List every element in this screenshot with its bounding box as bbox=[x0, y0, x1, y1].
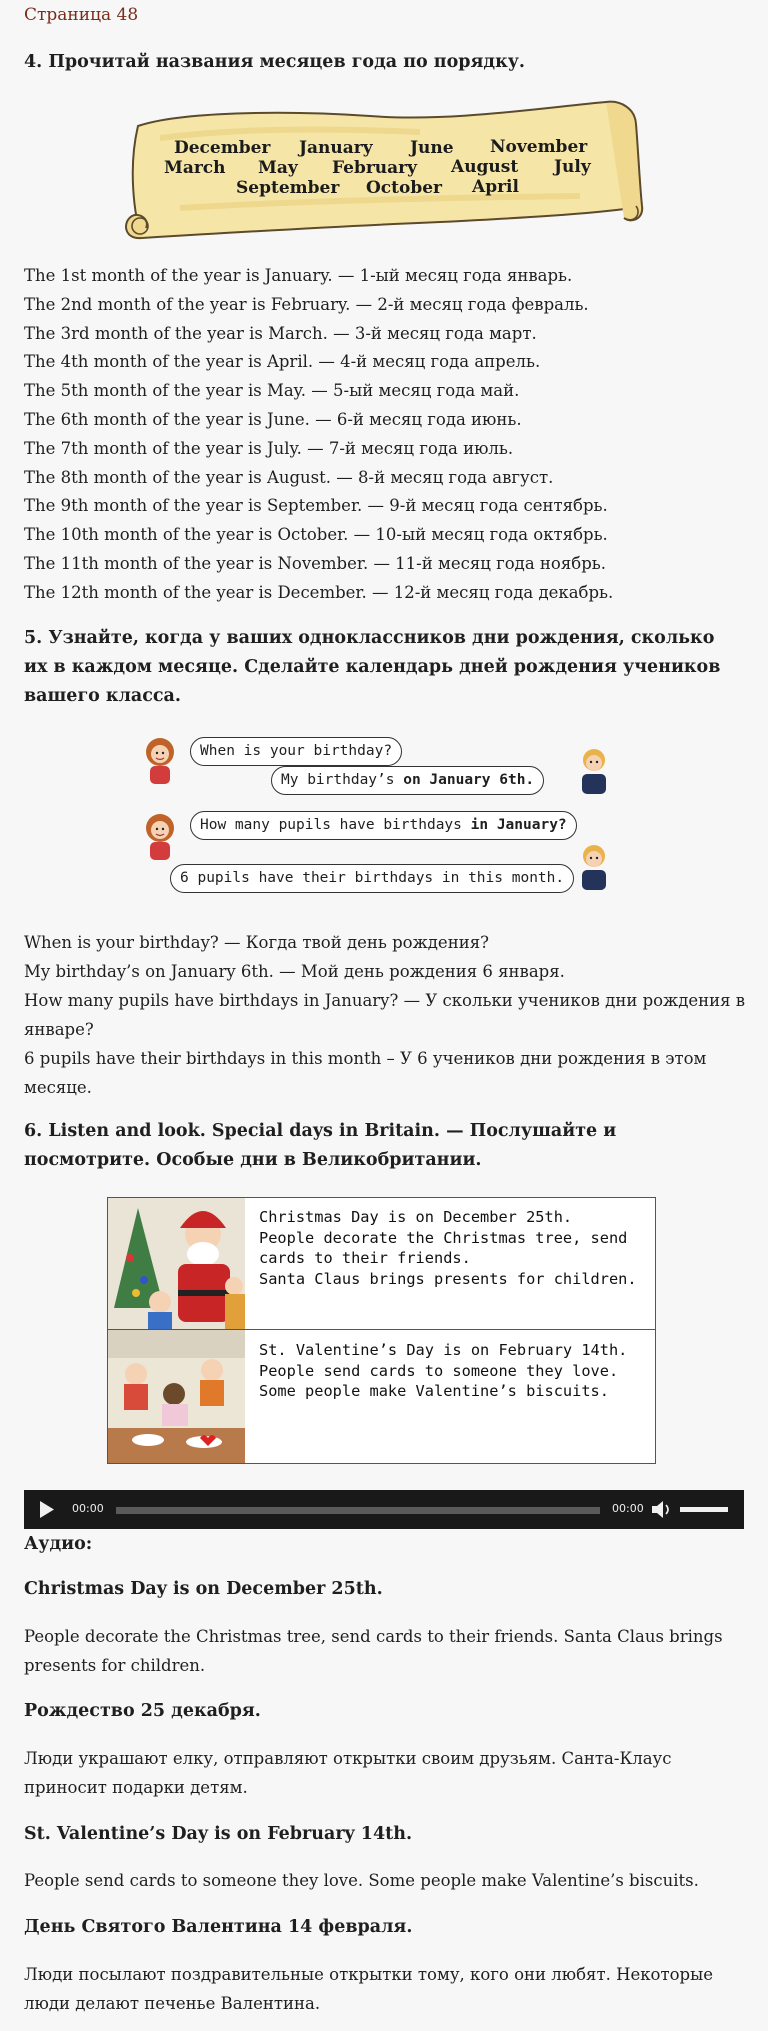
bubble-q2-bold: in January? bbox=[470, 817, 567, 833]
scroll-word: August bbox=[451, 157, 519, 177]
valentine-text: St. Valentine’s Day is on February 14th. People send cards to someone they love. Some people make Valentine’s biscuits. bbox=[259, 1341, 628, 1400]
bubble-a2: 6 pupils have their birthdays in this month. bbox=[170, 864, 574, 893]
duration: 00:00 bbox=[612, 1502, 644, 1515]
bubble-a1-text: My birthday’s bbox=[281, 772, 404, 788]
progress-slider[interactable] bbox=[116, 1507, 600, 1514]
play-icon[interactable] bbox=[40, 1501, 54, 1518]
translation-line: How many pupils have birthdays in January? — У скольки учеников дни рождения в январе? bbox=[24, 991, 746, 1039]
girl-icon bbox=[140, 810, 180, 862]
month-line: The 6th month of the year is June. — 6-й месяц года июнь. bbox=[24, 409, 522, 429]
christmas-picture bbox=[108, 1198, 245, 1329]
translation-line: 6 pupils have their birthdays in this month – У 6 учеников дни рождения в этом месяце. bbox=[24, 1049, 707, 1097]
special-days-table bbox=[107, 1197, 656, 1464]
boy-icon bbox=[574, 840, 614, 892]
scroll-word: February bbox=[332, 158, 418, 178]
bubble-a1-bold: on January 6th. bbox=[403, 772, 535, 788]
christmas-text: Christmas Day is on December 25th. People decorate the Christmas tree, send cards to their friends. Santa Claus brings presents for children. bbox=[259, 1208, 637, 1288]
month-line: The 8th month of the year is August. — 8-й месяц года август. bbox=[24, 467, 554, 487]
bubble-q1: When is your birthday? bbox=[190, 737, 402, 766]
month-line: The 3rd month of the year is March. — 3-й месяц года март. bbox=[24, 323, 537, 343]
audio-label: Аудио: bbox=[24, 1534, 93, 1554]
current-time: 00:00 bbox=[72, 1502, 104, 1515]
translation-line: When is your birthday? — Когда твой день рождения? bbox=[24, 933, 489, 952]
month-line: The 2nd month of the year is February. — 2-й месяц года февраль. bbox=[24, 294, 589, 314]
volume-icon[interactable] bbox=[652, 1501, 672, 1518]
exercise-6-heading: 6. Listen and look. Special days in Britain. — Послушайте и посмотрите. Особые дни в Великобритании. bbox=[24, 1121, 617, 1170]
month-line: The 9th month of the year is September. — 9-й месяц года сентябрь. bbox=[24, 496, 608, 516]
scroll-word: January bbox=[299, 138, 373, 158]
dialogue-illustration bbox=[140, 734, 630, 910]
month-line: The 7th month of the year is July. — 7-й месяц года июль. bbox=[24, 438, 514, 458]
christmas-row bbox=[108, 1198, 655, 1330]
scroll-word: May bbox=[258, 158, 298, 178]
dialogue-translation bbox=[24, 928, 746, 1102]
scroll-word: March bbox=[164, 158, 226, 178]
volume-slider[interactable] bbox=[680, 1507, 728, 1512]
transcript-paragraph: Люди посылают поздравительные открытки тому, кого они любят. Некоторые люди делают печенье Валентина. bbox=[24, 1965, 713, 2013]
scroll-words bbox=[120, 98, 648, 241]
bubble-q2 bbox=[190, 811, 577, 840]
scroll-word: July bbox=[554, 157, 591, 177]
scroll-word: November bbox=[490, 137, 588, 157]
months-list bbox=[24, 262, 613, 608]
transcript-heading: Christmas Day is on December 25th. bbox=[24, 1579, 383, 1599]
audio-player bbox=[24, 1490, 744, 1529]
transcript-paragraph: People send cards to someone they love. Some people make Valentine’s biscuits. bbox=[24, 1871, 699, 1890]
transcript-heading: День Святого Валентина 14 февраля. bbox=[24, 1917, 413, 1937]
month-line: The 12th month of the year is December. — 12-й месяц года декабрь. bbox=[24, 582, 614, 602]
valentine-picture bbox=[108, 1330, 245, 1463]
month-line: The 11th month of the year is November. — 11-й месяц года ноябрь. bbox=[24, 553, 606, 573]
transcript-paragraph: Люди украшают елку, отправляют открытки своим друзьям. Санта-Клаус приносит подарки детям. bbox=[24, 1749, 672, 1797]
transcript-heading: Рождество 25 декабря. bbox=[24, 1701, 261, 1721]
girl-icon bbox=[140, 734, 180, 786]
translation-line: My birthday’s on January 6th. — Мой день рождения 6 января. bbox=[24, 962, 565, 981]
boy-icon bbox=[574, 744, 614, 796]
exercise-4-heading: 4. Прочитай названия месяцев года по порядку. bbox=[24, 52, 526, 72]
bubble-q2-text: How many pupils have birthdays bbox=[200, 817, 471, 833]
scroll-word: June bbox=[410, 138, 454, 158]
scroll-word: April bbox=[472, 177, 519, 197]
exercise-5-heading: 5. Узнайте, когда у ваших одноклассников дни рождения, сколько их в каждом месяце. Сделайте календарь дней рождения учеников вашего класса. bbox=[24, 628, 721, 706]
month-line: The 10th month of the year is October. — 10-ый месяц года октябрь. bbox=[24, 525, 608, 545]
breadcrumb[interactable]: Страница 48 bbox=[24, 5, 139, 25]
month-line: The 4th month of the year is April. — 4-й месяц года апрель. bbox=[24, 352, 541, 372]
scroll-word: December bbox=[174, 138, 271, 158]
transcript-heading: St. Valentine’s Day is on February 14th. bbox=[24, 1824, 413, 1844]
months-scroll-image bbox=[120, 98, 648, 241]
month-line: The 5th month of the year is May. — 5-ый месяц года май. bbox=[24, 381, 520, 401]
month-line: The 1st month of the year is January. — 1-ый месяц года январь. bbox=[24, 266, 573, 285]
bubble-a1 bbox=[271, 766, 544, 795]
transcript-paragraph: People decorate the Christmas tree, send cards to their friends. Santa Claus brings presents for children. bbox=[24, 1627, 723, 1675]
valentine-row bbox=[108, 1330, 655, 1463]
scroll-word: September bbox=[236, 178, 340, 198]
scroll-word: October bbox=[366, 178, 443, 198]
